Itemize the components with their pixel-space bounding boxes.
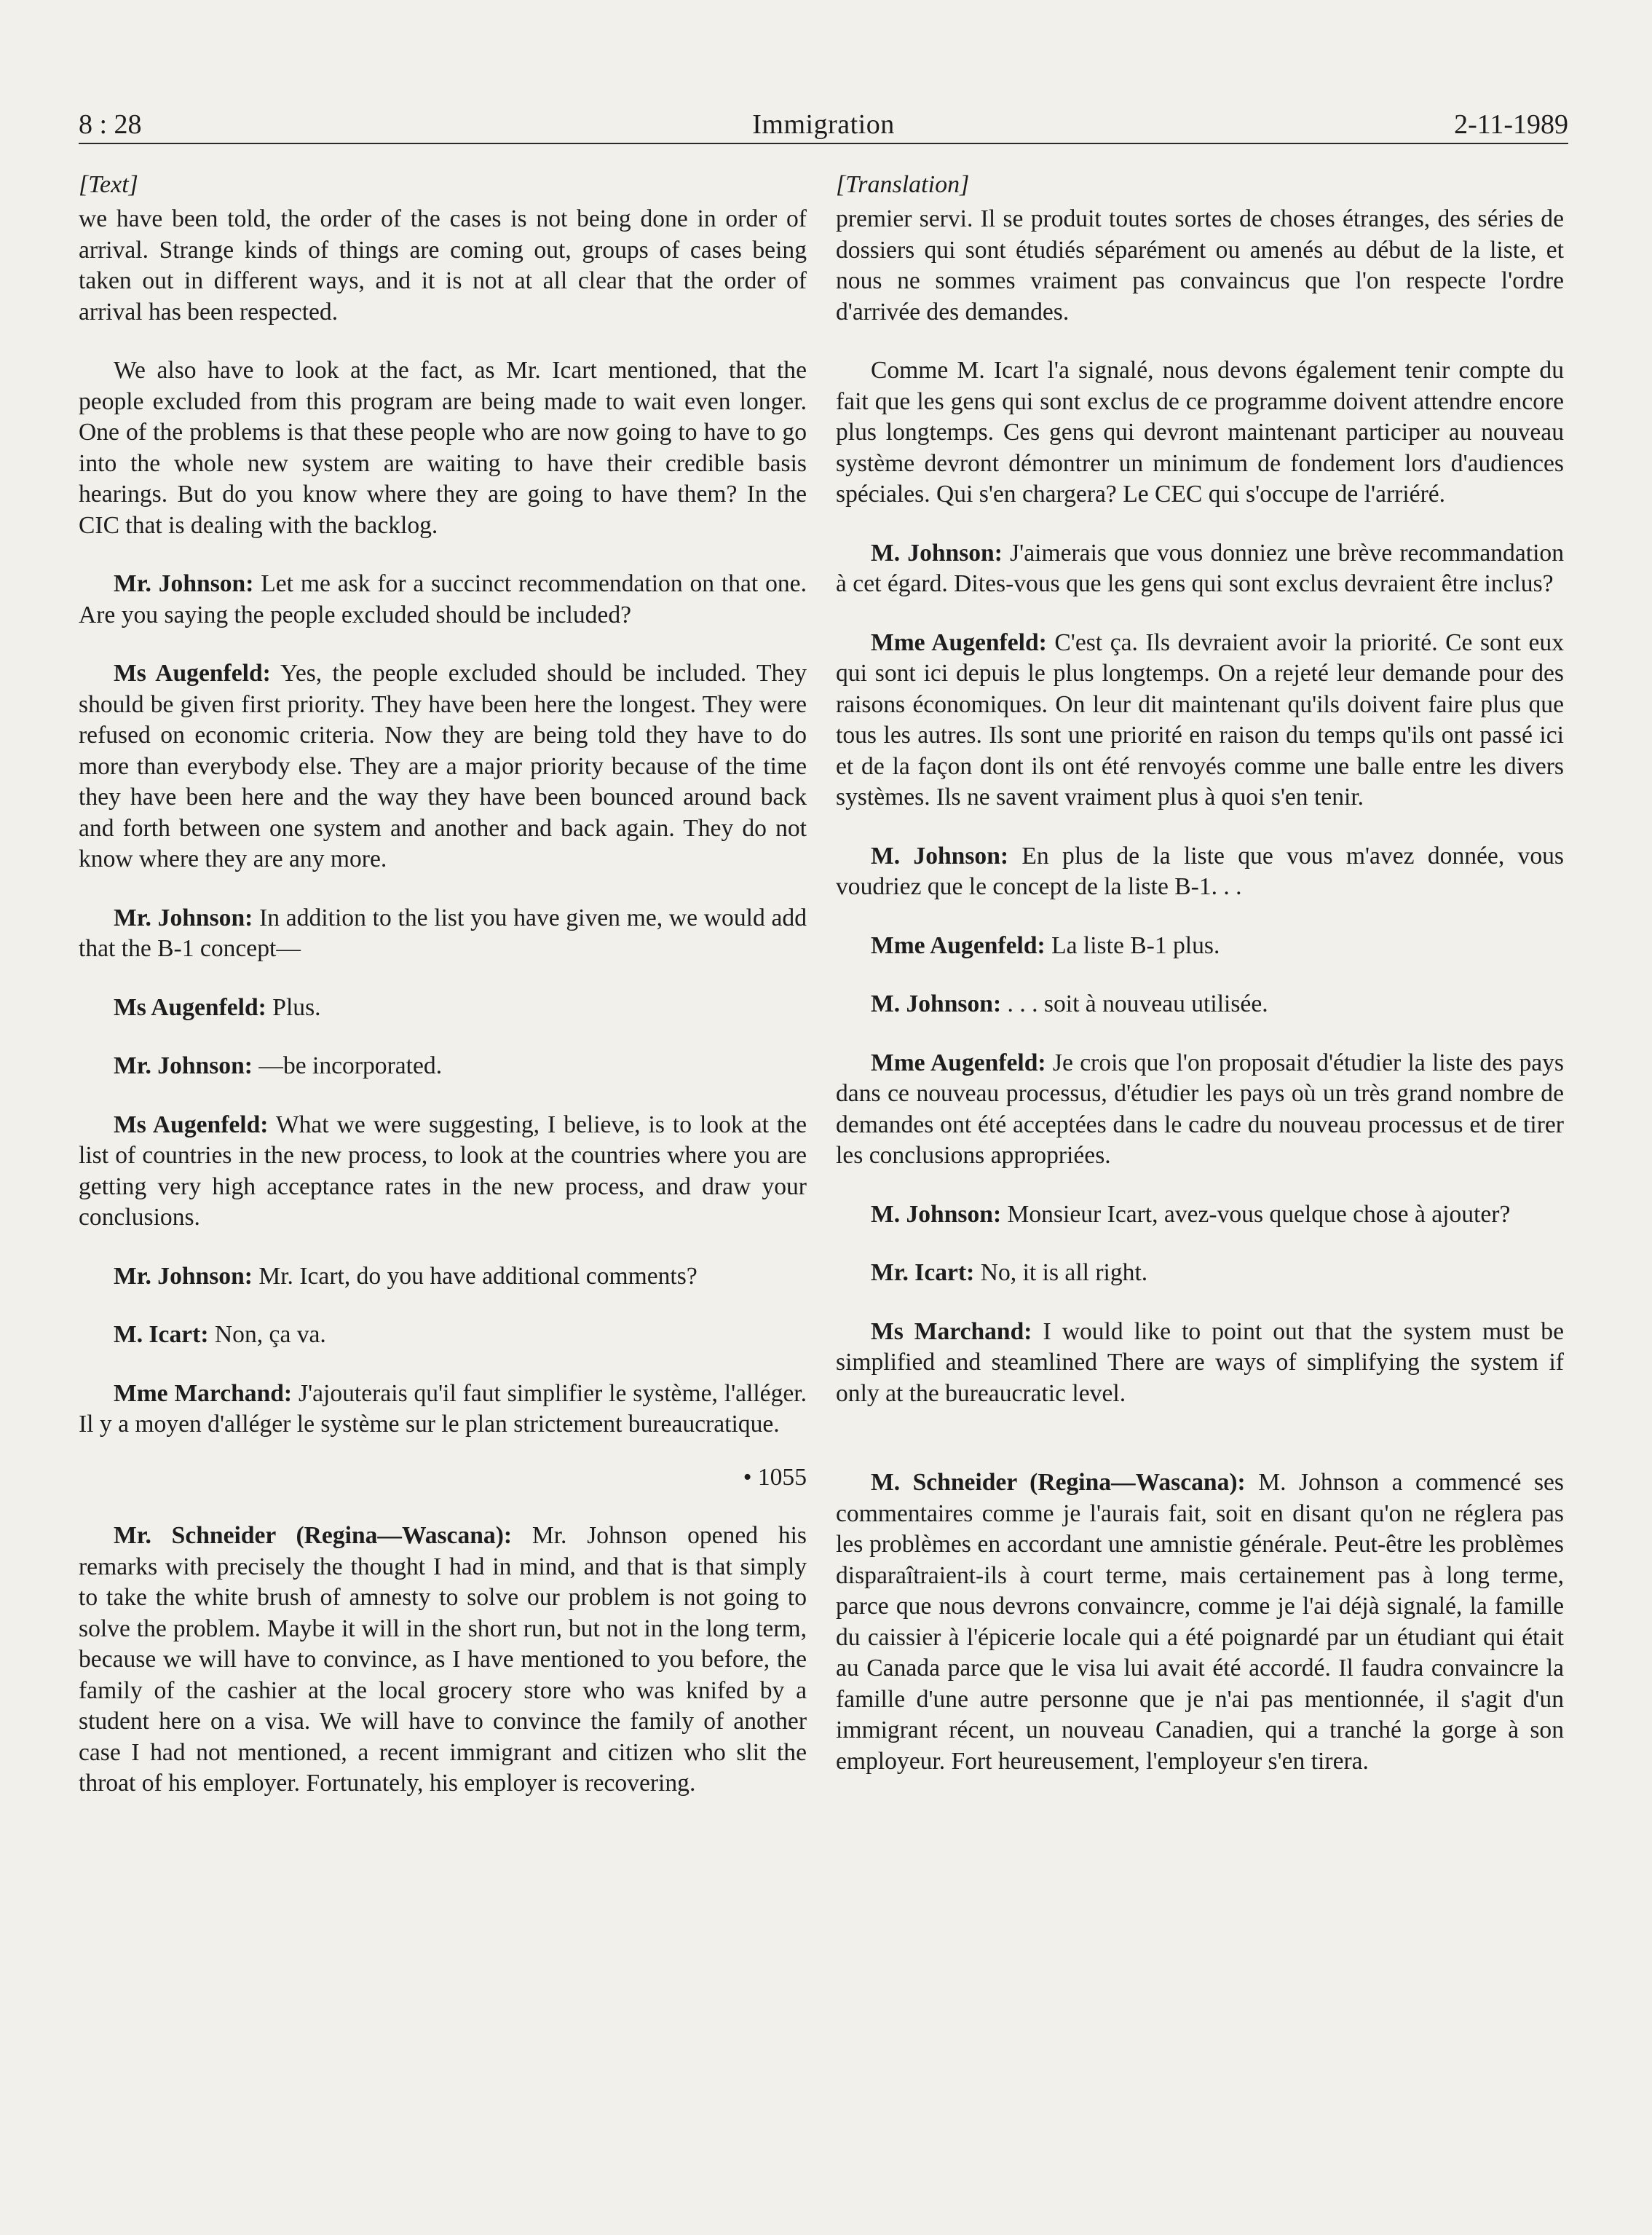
speech-text: —be incorporated. (258, 1052, 443, 1079)
speech-paragraph (836, 931, 1564, 962)
right-column-translation (836, 169, 1564, 1805)
speech-text: Je crois que l'on proposait d'étudier la liste des pays dans ce nouveau processus, d'étudier les pays où un très grand nombre de demandes ont été acceptées dans le cadre du nouveau processus et de tirer les conclusions appropriées. (836, 1049, 1564, 1169)
speech-paragraph (836, 1048, 1564, 1172)
speech-text: Let me ask for a succinct recommendation on that one. Are you saying the people excluded should be included? (79, 570, 807, 628)
speech-paragraph (79, 1379, 807, 1440)
speech-paragraph (836, 841, 1564, 903)
speech-text: Monsieur Icart, avez-vous quelque chose à ajouter? (1007, 1200, 1511, 1228)
page-number: 8 : 28 (79, 109, 142, 140)
speech-text: J'ajouterais qu'il faut simplifier le système, l'alléger. Il y a moyen d'alléger le système sur le plan strictement bureaucratique. (79, 1379, 807, 1438)
speech-text: What we were suggesting, I believe, is to look at the list of countries in the new process, to look at the countries where you are getting very high acceptance rates in the new process, and draw your conclusions. (79, 1111, 807, 1231)
speech-text: Yes, the people excluded should be included. They should be given first priority. They have been here the longest. They were refused on economic criteria. Now they are being told they have to do more than everybody else. They are a major priority because of the time they have been here and the way they have been bounced around back and forth between one system and another and back again. They do not know where they are any more. (79, 660, 807, 872)
speaker-name: M. Johnson: (871, 842, 1009, 870)
paragraph (836, 204, 1564, 328)
speech-text: . . . soit à nouveau utilisée. (1007, 990, 1268, 1017)
speaker-name: Ms Augenfeld: (114, 1111, 269, 1138)
speech-paragraph (79, 1110, 807, 1234)
speech-text: La liste B-1 plus. (1051, 931, 1220, 959)
paragraph (836, 355, 1564, 511)
speech-paragraph (79, 1320, 807, 1351)
left-column-text (79, 169, 807, 1827)
speaker-name: M. Johnson: (871, 990, 1002, 1017)
speech-paragraph (79, 993, 807, 1024)
header-rule (79, 143, 1568, 144)
page-header (79, 108, 1568, 146)
speech-text: I would like to point out that the system must be simplified and steamlined There are ways of simplifying the system if only at the bureaucratic level. (836, 1317, 1564, 1407)
speech-paragraph (836, 628, 1564, 813)
speech-text: C'est ça. Ils devraient avoir la priorité. Ce sont eux qui sont ici depuis le plus longtemps. On a rejeté leur demande pour des raisons économiques. On leur dit maintenant qu'ils doivent faire plus que tous les autres. Ils sont une priorité en raison du temps qu'ils ont passé ici et de la façon dont ils ont été renvoyés comme une balle entre les divers systèmes. Ils ne savent vraiment plus à quoi s'en tenir. (836, 628, 1564, 811)
speech-paragraph (79, 658, 807, 875)
speech-text: Mr. Icart, do you have additional comments? (258, 1262, 697, 1290)
speech-paragraph (836, 1258, 1564, 1289)
speaker-name: Mme Augenfeld: (871, 628, 1047, 656)
speech-paragraph (79, 569, 807, 631)
speech-paragraph (836, 1317, 1564, 1410)
speaker-name: Mme Marchand: (114, 1379, 293, 1407)
speech-paragraph (836, 1467, 1564, 1777)
running-title: Immigration (752, 109, 895, 140)
speaker-name: Mr. Schneider (Regina—Wascana): (114, 1522, 513, 1549)
paragraph-text: we have been told, the order of the cases is not being done in order of arrival. Strange kinds of things are coming out, groups of cases being taken out in different ways, and it is not at all clear that the order of arrival has been respected. (79, 205, 807, 326)
paragraph-text: We also have to look at the fact, as Mr. Icart mentioned, that the people excluded from this program are being made to wait even longer. One of the problems is that these people who are now going to have to go into the whole new system are waiting to have their credible basis hearings. But do you know where they are going to have them? In the CIC that is dealing with the backlog. (79, 357, 807, 539)
speech-paragraph (836, 989, 1564, 1020)
speech-paragraph (79, 1521, 807, 1800)
speaker-name: Mme Augenfeld: (871, 1049, 1046, 1076)
speaker-name: Ms Augenfeld: (114, 993, 266, 1021)
speaker-name: Mr. Johnson: (114, 570, 254, 597)
speaker-name: Mr. Icart: (871, 1259, 975, 1286)
column-label: [Text] (79, 171, 138, 198)
speech-paragraph (836, 1199, 1564, 1231)
page-date: 2-11-1989 (1454, 109, 1568, 140)
paragraph (79, 204, 807, 328)
speaker-name: M. Johnson: (871, 539, 1003, 567)
speaker-name: M. Icart: (114, 1321, 209, 1348)
time-marker: • 1055 (743, 1463, 807, 1491)
speech-text: M. Johnson a commencé ses commentaires comme je l'aurais fait, soit en disant qu'on ne réglera pas les problèmes en accordant une amnistie générale. Peut-être les problèmes disparaîtraient-ils à court terme, mais certainement pas à long terme, parce que nous devrons convaincre, comme je l'ai déjà signalé, la famille du caissier à l'épicerie locale qui a été poignardé par un étudiant qui était au Canada parce que le visa lui avait été accordé. Il faudra convaincre la famille d'une autre personne que je n'ai pas mentionnée, il s'agit d'un immigrant récent, un nouveau Canadien, qui a tranché la gorge à son employeur. Fort heureusement, l'employeur s'en tirera. (836, 1469, 1564, 1775)
column-label: [Translation] (836, 171, 970, 198)
paragraph-text: Comme M. Icart l'a signalé, nous devons également tenir compte du fait que les gens qui sont exclus de ce programme doivent attendre encore plus longtemps. Ces gens qui devront maintenant participer au nouveau système devront démontrer un minimum de fondement lors d'audiences spéciales. Qui s'en chargera? Le CEC qui s'occupe de l'arriéré. (836, 357, 1564, 508)
speech-text: Plus. (272, 993, 321, 1021)
speech-paragraph (836, 538, 1564, 600)
speaker-name: Ms Marchand: (871, 1317, 1032, 1345)
speaker-name: Ms Augenfeld: (114, 660, 271, 687)
speaker-name: Mme Augenfeld: (871, 931, 1046, 959)
speech-text: Non, ça va. (214, 1321, 326, 1348)
speaker-name: M. Johnson: (871, 1200, 1002, 1228)
speech-paragraph (79, 1051, 807, 1082)
speech-paragraph (79, 903, 807, 965)
speaker-name: Mr. Johnson: (114, 1052, 253, 1079)
speech-text: In addition to the list you have given me, we would add that the B-1 concept— (79, 904, 807, 962)
speaker-name: Mr. Johnson: (114, 904, 253, 931)
speaker-name: Mr. Johnson: (114, 1262, 253, 1290)
speech-text: En plus de la liste que vous m'avez donnée, vous voudriez que le concept de la liste B-1. . . (836, 842, 1564, 900)
speech-text: Mr. Johnson opened his remarks with precisely the thought I had in mind, and that is that simply to take the white brush of amnesty to solve our problem is not going to solve the problem. Maybe it will in the short run, but not in the long term, because we will have to convince, as I have mentioned to you before, the family of the cashier at the local grocery store who was knifed by a student here on a visa. We will have to convince the family of another case I had not mentioned, a recent immigrant and citizen who slit the throat of his employer. Fortunately, his employer is recovering. (79, 1522, 807, 1797)
speech-text: No, it is all right. (980, 1259, 1148, 1286)
speaker-name: M. Schneider (Regina—Wascana): (871, 1469, 1246, 1496)
speech-paragraph (79, 1261, 807, 1293)
paragraph-text: premier servi. Il se produit toutes sortes de choses étranges, des séries de dossiers qui sont étudiés séparément ou amenés au début de la liste, et nous ne sommes vraiment pas convaincus que l'on respecte l'ordre d'arrivée des demandes. (836, 205, 1564, 326)
paragraph (79, 355, 807, 541)
speech-text: J'aimerais que vous donniez une brève recommandation à cet égard. Dites-vous que les gens qui sont exclus devraient être inclus? (836, 539, 1564, 597)
